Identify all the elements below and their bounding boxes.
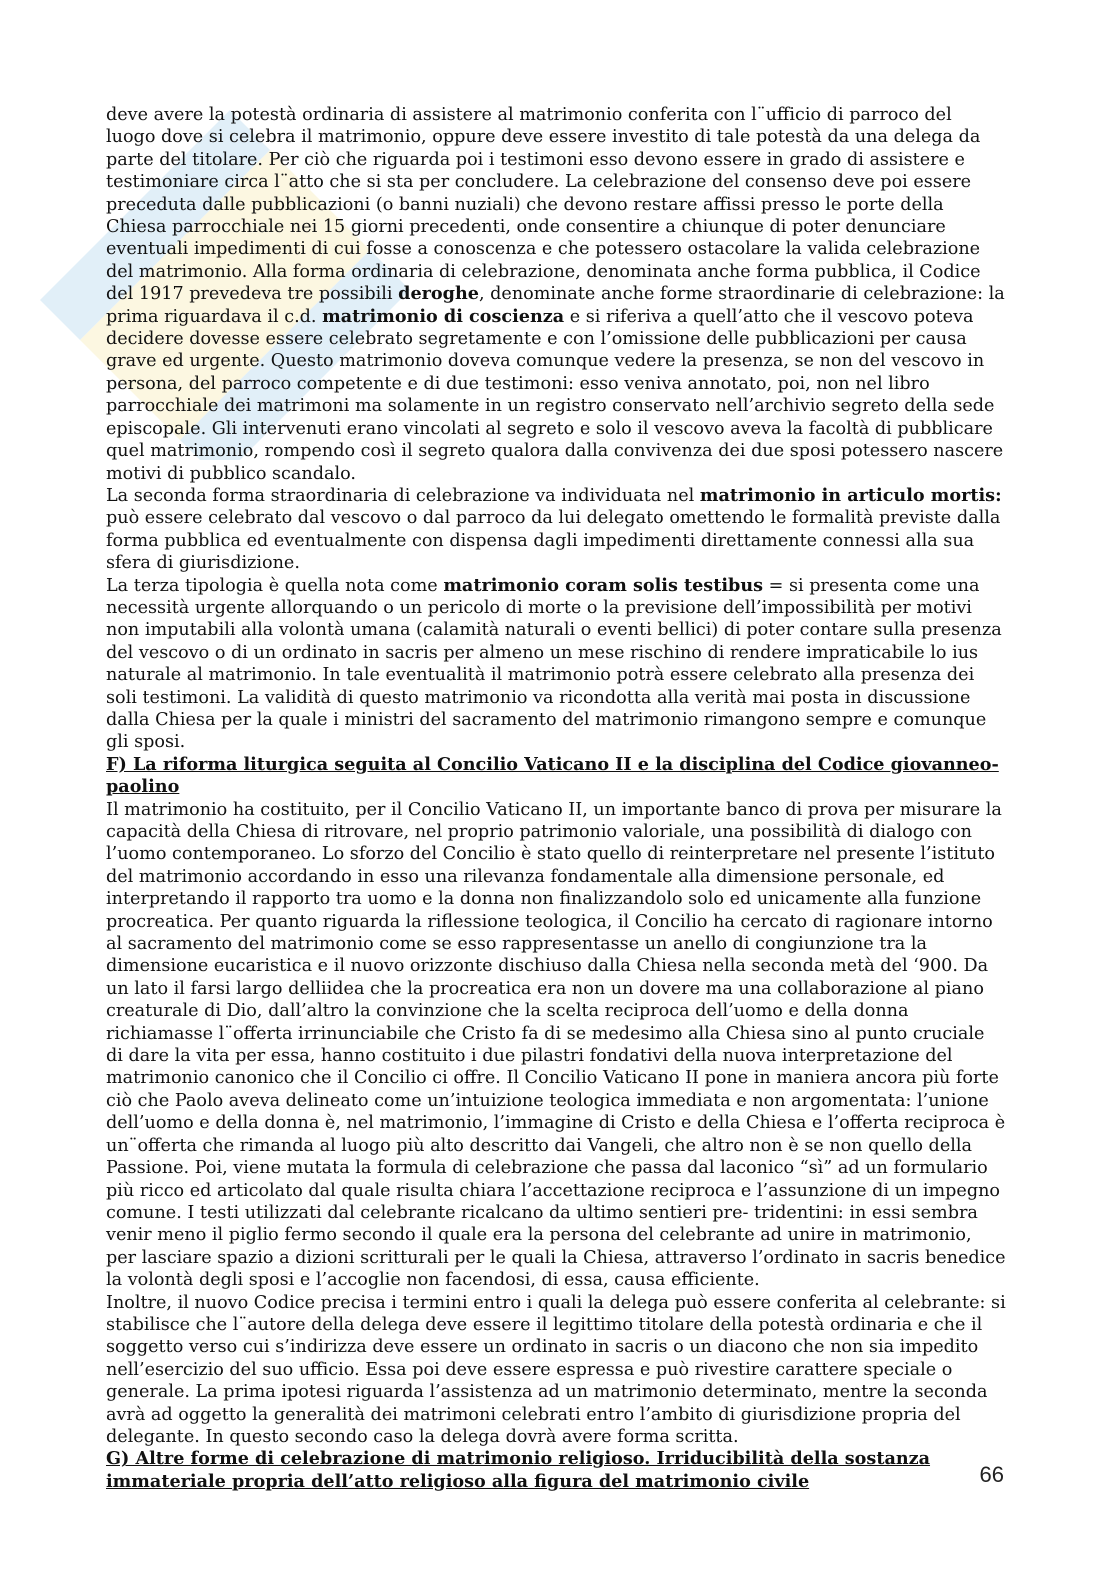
page-number: 66: [979, 1462, 1004, 1487]
paragraph-1: deve avere la potestà ordinaria di assistere al matrimonio conferita con l¨ufficio di parroco del luogo dove si celebra il matrimonio, oppure deve essere investito di tale potestà da una delega da parte del titolare. Per ciò che riguarda poi i testimoni esso devono essere in grado di assistere e testimoniare circa l¨atto che si sta per concludere. La celebrazione del consenso deve poi essere preceduta dalle pubblicazioni (o banni nuziali) che devono restare affissi presso le porte della Chiesa parrocchiale nei 15 giorni precedenti, onde consentire a chiunque di poter denunciare eventuali impedimenti di cui fosse a conoscenza e che potessero ostacolare la valida celebrazione del matrimonio. Alla forma ordinaria di celebrazione, denominata anche forma pubblica, il Codice del 1917 prevedeva tre possibili deroghe, denominate anche forme straordinarie di celebrazione: la prima riguardava il c.d. matrimonio di coscienza e si riferiva a quell’atto che il vescovo poteva decidere dovesse essere celebrato segretamente e con l’omissione delle pubblicazioni per causa grave ed urgente. Questo matrimonio doveva comunque vedere la presenza, se non del vescovo in persona, del parroco competente e di due testimoni: esso veniva annotato, poi, non nel libro parrocchiale dei matrimoni ma solamente in un registro conservato nell’archivio segreto della sede episcopale. Gli intervenuti erano vincolati al segreto e solo il vescovo aveva la facoltà di pubblicare quel matrimonio, rompendo così il segreto qualora dalla convivenza dei due sposi potessero nascere motivi di pubblico scandalo.: [106, 105, 1005, 484]
paragraph-4: Il matrimonio ha costituito, per il Concilio Vaticano II, un importante banco di prova per misurare la capacità della Chiesa di ritrovare, nel proprio patrimonio valoriale, una possibilità di dialogo con l’uomo contemporaneo. Lo sforzo del Concilio è stato quello di reinterpretare nel presente l’istituto del matrimonio accordando in esso una rilevanza fondamentale alla dimensione personale, ed interpretando il rapporto tra uomo e la donna non finalizzandolo solo ed unicamente alla funzione procreatica. Per quanto riguarda la riflessione teologica, il Concilio ha cercato di ragionare intorno al sacramento del matrimonio come se esso rappresentasse un anello di congiunzione tra la dimensione eucaristica e il nuovo orizzonte dischiuso dalla Chiesa nella seconda metà del ‘900. Da un lato il farsi largo delliidea che la procreatica era non un dovere ma una collaborazione al piano creaturale di Dio, dall’altro la convinzione che la scelta reciproca dell’uomo e della donna richiamasse l¨offerta irrinunciabile che Cristo fa di se medesimo alla Chiesa sino al punto cruciale di dare la vita per essa, hanno costituito i due pilastri fondativi della nuova interpretazione del matrimonio canonico che il Concilio ci offre. Il Concilio Vaticano II pone in maniera ancora più forte ciò che Paolo aveva delineato come un’intuizione teologica immediata e non argomentata: l’unione dell’uomo e della donna è, nel matrimonio, l’immagine di Cristo e della Chiesa e l’offerta reciproca è un¨offerta che rimanda al luogo più alto descritto dai Vangeli, che altro non è se non quello della Passione. Poi, viene mutata la formula di celebrazione che passa dal laconico “sì” ad un formulario più ricco ed articolato dal quale risulta chiara l’accettazione reciproca e l’assunzione di un impegno comune. I testi utilizzati dal celebrante ricalcano da ultimo sentieri pre- tridentini: in essi sembra venir meno il piglio fermo secondo il quale era la persona del celebrante ad unire in matrimonio, per lasciare spazio a dizioni scritturali per le quali la Chiesa, attraverso l’ordinato in sacris benedice la volontà degli sposi e l’accoglie non facendosi, di essa, causa efficiente.: [106, 799, 1006, 1291]
document-page: [106, 104, 1006, 1493]
section-heading-g: G) Altre forme di celebrazione di matrimonio religioso. Irriducibilità della sostanza immateriale propria dell’atto religioso alla figura del matrimonio civile: [106, 1448, 931, 1492]
paragraph-2: La seconda forma straordinaria di celebrazione va individuata nel matrimonio in articulo mortis: può essere celebrato dal vescovo o dal parroco da lui delegato omettendo le formalità previste dalla forma pubblica ed eventualmente con dispensa dagli impedimenti direttamente connessi alla sua sfera di giurisdizione.: [106, 484, 1002, 574]
paragraph-5: Inoltre, il nuovo Codice precisa i termini entro i quali la delega può essere conferita al celebrante: si stabilisce che l¨autore della delega deve essere il legittimo titolare della potestà ordinaria e che il soggetto verso cui s’indirizza deve essere un ordinato in sacris o un diacono che non sia impedito nell’esercizio del suo ufficio. Essa poi deve essere espressa e può rivestire carattere speciale o generale. La prima ipotesi riguarda l’assistenza ad un matrimonio determinato, mentre la seconda avrà ad oggetto la generalità dei matrimoni celebrati entro l’ambito di giurisdizione propria del delegante. In questo secondo caso la delega dovrà avere forma scritta.: [106, 1292, 1006, 1447]
paragraph-3: La terza tipologia è quella nota come matrimonio coram solis testibus = si presenta come una necessità urgente allorquando o un pericolo di morte o la previsione dell’impossibilità per motivi non imputabili alla volontà umana (calamità naturali o eventi bellici) di poter contare sulla presenza del vescovo o di un ordinato in sacris per almeno un mese rischino di rendere impraticabile lo ius naturale al matrimonio. In tale eventualità il matrimonio potrà essere celebrato alla presenza dei soli testimoni. La validità di questo matrimonio va ricondotta alla verità mai posta in discussione dalla Chiesa per la quale i ministri del sacramento del matrimonio rimangono sempre e comunque gli sposi.: [106, 574, 1002, 753]
section-heading-f: F) La riforma liturgica seguita al Concilio Vaticano II e la disciplina del Codice giovanneo-paolino: [106, 753, 999, 798]
